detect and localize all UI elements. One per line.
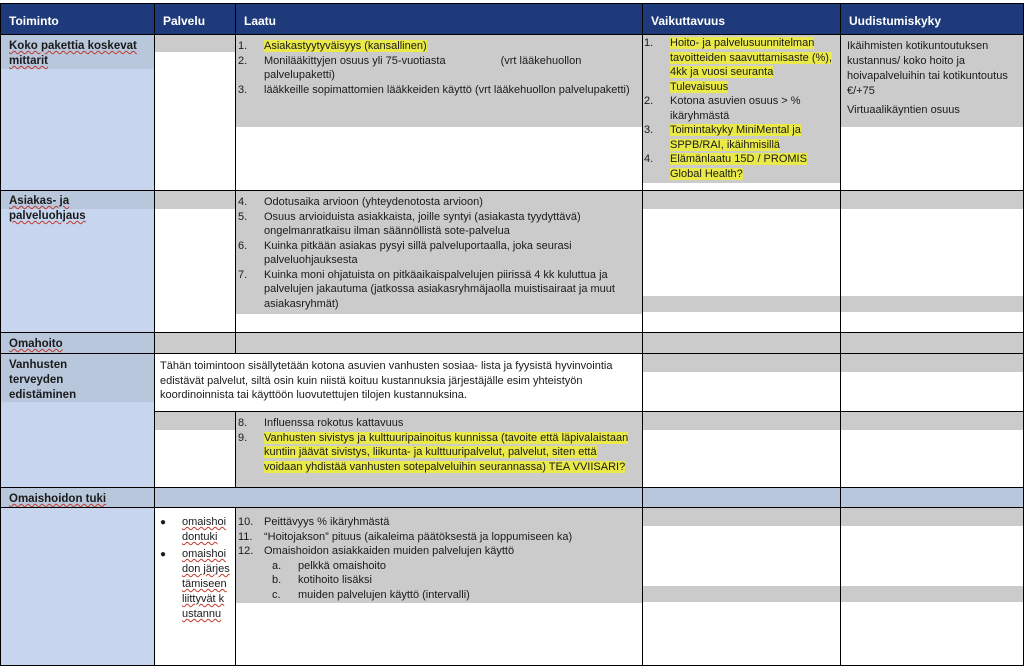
grid-line <box>0 487 1024 488</box>
sub-item: c. muiden palvelujen käyttö (intervalli) <box>272 588 470 601</box>
row5-uud-band <box>841 508 1023 526</box>
grid-line <box>0 190 1024 191</box>
row2-vaik-band2 <box>643 296 840 312</box>
row2-uud-band2 <box>841 296 1023 312</box>
grid-line <box>642 3 643 666</box>
grid-line <box>235 507 236 666</box>
list-item: 1. Asiakastyytyväisyys (kansallinen) <box>238 40 427 52</box>
list-item: 12. Omaishoidon asiakkaiden muiden palvelujen käyttö <box>238 545 515 557</box>
row2-uud-band <box>841 191 1023 209</box>
row4-vaik-band2 <box>643 412 840 430</box>
row2-palvelu-band <box>155 191 235 209</box>
row5-laatu-list <box>238 515 636 602</box>
row4-palvelu-band <box>155 412 235 430</box>
sub-item: a. pelkkä omaishoito <box>272 559 387 572</box>
row1-palvelu-band <box>155 35 235 52</box>
row4-label: Vanhusten terveyden edistäminen <box>9 359 77 401</box>
row3-label: Omahoito <box>9 338 63 350</box>
grid-line <box>0 353 1024 354</box>
row5-palvelu-list <box>160 515 232 622</box>
row3-laatu <box>236 333 642 353</box>
row3-vaik <box>643 333 840 353</box>
list-item: 2. Monilääkittyjen osuus yli 75-vuotiasta (vrt lääkehuollon palvelupaketti) <box>238 54 585 81</box>
header-vaikuttavuus: Vaikuttavuus <box>643 4 840 34</box>
grid-line <box>0 507 1024 508</box>
row1-laatu-list <box>238 39 636 97</box>
list-item: 3. Toimintakyky MiniMental ja SPPB/RAI, ikäihmisillä <box>644 124 801 151</box>
uudistuminen-text-1: Ikäihmisten kotikuntoutuksen kustannus/ koko hoito ja hoivapalveluihin tai kotikuntoutus €/+75 <box>847 40 1008 97</box>
list-item: 10. Peittävyys % ikäryhmästä <box>238 516 390 528</box>
row3-palvelu <box>155 333 235 353</box>
row5-label: Omaishoidon tuki <box>9 493 107 505</box>
row4-laatu-list <box>238 416 636 474</box>
row3-uud <box>841 333 1023 353</box>
grid-line <box>0 665 1024 666</box>
row4-uud-band2 <box>841 412 1023 430</box>
grid-line <box>840 3 841 666</box>
row5-vaik-band2 <box>643 586 840 602</box>
row4-intro: Tähän toimintoon sisällytetään kotona asuvien vanhusten sosiaa- lista ja fyysistä hyvinvointia edistävät palvelut, siltä osin kuin niistä koituu kustannuksia järjestäjälle esim yhteistyön koordinoinnista tai käyttöön luovutettujen tilojen kustannuksina. <box>160 360 613 401</box>
row5-label-bg <box>1 508 154 666</box>
header-laatu: Laatu <box>236 4 642 34</box>
row5-uud-band2 <box>841 586 1023 602</box>
list-item: 6. Kuinka pitkään asiakas pysyi sillä palveluportaalla, joka seurasi palveluohjauksesta <box>238 239 572 266</box>
grid-line <box>155 411 1024 412</box>
list-item: 1. Hoito- ja palvelusuunnitelman tavoitteiden saavuttamisaste (%), 4kk ja vuosi seuranta Tulevaisuus <box>644 37 833 93</box>
row1-uudistuminen <box>847 39 1017 118</box>
list-item: 3. lääkkeille sopimattomien lääkkeiden käyttö (vrt lääkehuollon palvelupaketti) <box>238 83 630 96</box>
header-uudistumiskyky: Uudistumiskyky <box>841 4 1023 34</box>
row1-vaik-list <box>644 36 834 181</box>
row1-label: Koko pakettia koskevat mittarit <box>9 40 137 67</box>
grid-line <box>0 3 1024 4</box>
sub-item: b. kotihoito lisäksi <box>272 574 372 586</box>
list-item: 4. Elämänlaatu 15D / PROMIS Global Health? <box>644 153 807 180</box>
row5-vaik-band <box>643 508 840 526</box>
header-toiminto: Toiminto <box>1 4 154 34</box>
list-item: 5. Osuus arvioiduista asiakkaista, joille syntyi (asiakasta tyydyttävä) ongelmanratkaisu ilman säännöllistä sote-palvelua <box>238 210 581 237</box>
header-palvelu: Palvelu <box>155 4 235 34</box>
list-item: 9. Vanhusten sivistys ja kulttuuripainoitus kunnissa (tavoite että läpivalaistaan kuntiin jäävät sivistys, liikunta- ja kulttuuripalvelut, palvelut, siten että voidaan yhdistää vanhusten sotepalveluihin seurannassa) TEA VVIISARI? <box>238 431 629 473</box>
list-item: 7. Kuinka moni ohjatuista on pitkäaikaispalvelujen piirissä 4 kk kuluttua ja palvelujen jakautuma (jatkossa asiakasryhmäjaolla muistisairaat ja muut asiakasryhmät) <box>238 268 615 310</box>
grid-line <box>235 3 236 353</box>
list-item: 8. Influenssa rokotus kattavuus <box>238 417 404 429</box>
row2-vaik-band <box>643 191 840 209</box>
grid-line <box>235 411 236 487</box>
grid-line <box>0 34 1024 35</box>
list-item: 2. Kotona asuvien osuus > % ikäryhmästä <box>644 95 801 122</box>
row4-vaik-band <box>643 354 840 372</box>
row2-laatu-list <box>238 195 636 311</box>
grid-line <box>0 3 1 666</box>
list-item: 4. Odotusaika arvioon (yhteydenotosta arvioon) <box>238 196 483 208</box>
uudistuminen-text-2: Virtuaalikäyntien osuus <box>847 104 960 116</box>
grid-line <box>154 3 155 666</box>
bullet-item: ● omaishoidontuki <box>160 516 227 543</box>
grid-line <box>0 332 1024 333</box>
row4-uud-band <box>841 354 1023 372</box>
bullet-item: ● omaishoidon järjestämiseen liittyvät kustannu <box>160 548 230 620</box>
row2-label: Asiakas- ja palveluohjaus <box>9 195 86 222</box>
list-item: 11. “Hoitojakson” pituus (aikaleima päätöksestä ja loppumiseen ka) <box>238 530 573 543</box>
